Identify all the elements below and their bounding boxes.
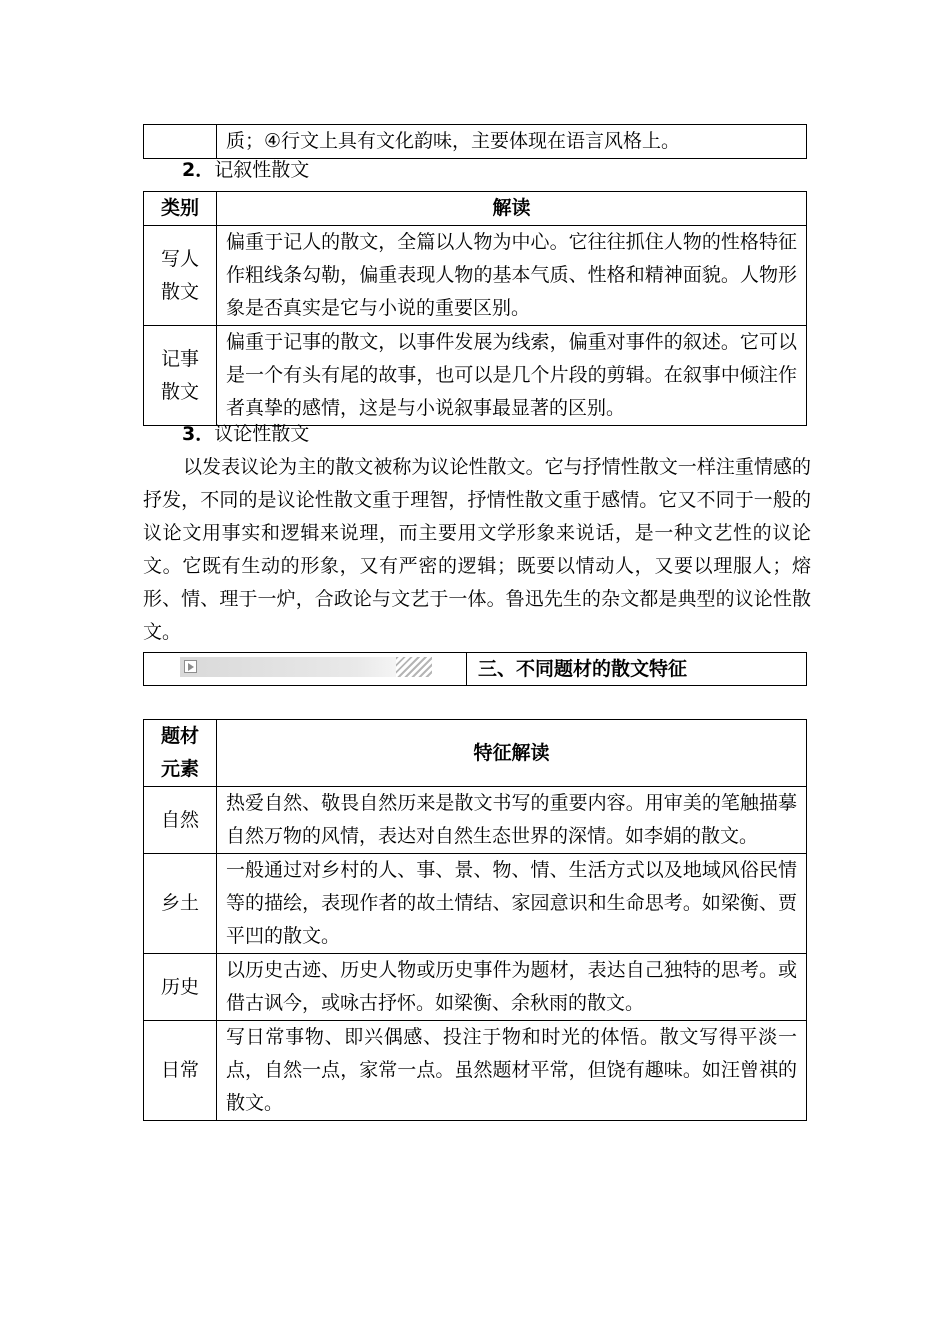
play-icon	[184, 660, 197, 673]
category-line: 散文	[160, 380, 199, 403]
paragraph-text: 以发表议论为主的散文被称为议论性散文。它与抒情性散文一样注重情感的抒发，不同的是议论性散文重于理智，抒情性散文重于感情。它又不同于一般的议论文用事实和逻辑来说理，而主要用文学形象来说话，是一种文艺性的议论文。它既有生动的形象，又有严密的逻辑；既要以情动人，又要以理服人；熔形、情、理于一炉，合政论与文艺于一体。鲁迅先生的杂文都是典型的议论性散文。	[143, 456, 811, 643]
category-line: 散文	[160, 280, 199, 303]
theme-features-table	[143, 719, 807, 1121]
banner-divider	[466, 653, 467, 685]
element-cell: 日常	[144, 1021, 217, 1121]
narrative-prose-table	[143, 191, 807, 426]
element-cell: 自然	[144, 787, 217, 854]
table-row	[144, 1021, 807, 1121]
element-cell: 乡土	[144, 854, 217, 954]
section-heading-2	[182, 154, 309, 187]
banner-strip	[180, 657, 432, 677]
table-row	[144, 226, 807, 326]
category-line: 写人	[160, 247, 199, 270]
header-line: 题材	[160, 725, 199, 747]
banner-hatch	[396, 657, 432, 677]
table-row	[144, 954, 807, 1021]
banner-title: 三、不同题材的散文特征	[478, 658, 688, 680]
table-header-row	[144, 720, 807, 787]
column-header-interpretation: 解读	[217, 192, 807, 226]
category-line: 记事	[160, 347, 199, 370]
features-cell: 以历史古迹、历史人物或历史事件为题材，表达自己独特的思考。或借古讽今，或咏古抒怀。如梁衡、余秋雨的散文。	[217, 954, 807, 1021]
section-number: 3．	[182, 423, 215, 445]
section-title: 议论性散文	[214, 423, 310, 445]
category-cell	[144, 326, 217, 426]
column-header-element	[144, 720, 217, 787]
table-row	[144, 854, 807, 954]
body-paragraph	[143, 451, 811, 649]
column-header-features: 特征解读	[217, 720, 807, 787]
table-row	[144, 787, 807, 854]
header-line: 元素	[160, 758, 199, 780]
table-header-row	[144, 192, 807, 226]
section-banner	[143, 652, 807, 686]
interpretation-cell: 偏重于记事的散文，以事件发展为线索，偏重对事件的叙述。它可以是一个有头有尾的故事，也可以是几个片段的剪辑。在叙事中倾注作者真挚的感情，这是与小说叙事最显著的区别。	[217, 326, 807, 426]
column-header-category: 类别	[144, 192, 217, 226]
section-heading-3	[182, 418, 309, 451]
features-cell: 写日常事物、即兴偶感、投注于物和时光的体悟。散文写得平淡一点，自然一点，家常一点。虽然题材平常，但饶有趣味。如汪曾祺的散文。	[217, 1021, 807, 1121]
section-title: 记叙性散文	[214, 159, 310, 181]
element-cell: 历史	[144, 954, 217, 1021]
interpretation-cell: 偏重于记人的散文，全篇以人物为中心。它往往抓住人物的性格特征作粗线条勾勒，偏重表现人物的基本气质、性格和精神面貌。人物形象是否真实是它与小说的重要区别。	[217, 226, 807, 326]
table-row	[144, 326, 807, 426]
category-cell	[144, 226, 217, 326]
features-cell: 一般通过对乡村的人、事、景、物、情、生活方式以及地域风俗民情等的描绘，表现作者的故土情结、家园意识和生命思考。如梁衡、贾平凹的散文。	[217, 854, 807, 954]
features-cell: 热爱自然、敬畏自然历来是散文书写的重要内容。用审美的笔触描摹自然万物的风情，表达对自然生态世界的深情。如李娟的散文。	[217, 787, 807, 854]
section-number: 2．	[182, 159, 215, 181]
table-cell-text: 质；④行文上具有文化韵味，主要体现在语言风格上。	[217, 125, 807, 159]
